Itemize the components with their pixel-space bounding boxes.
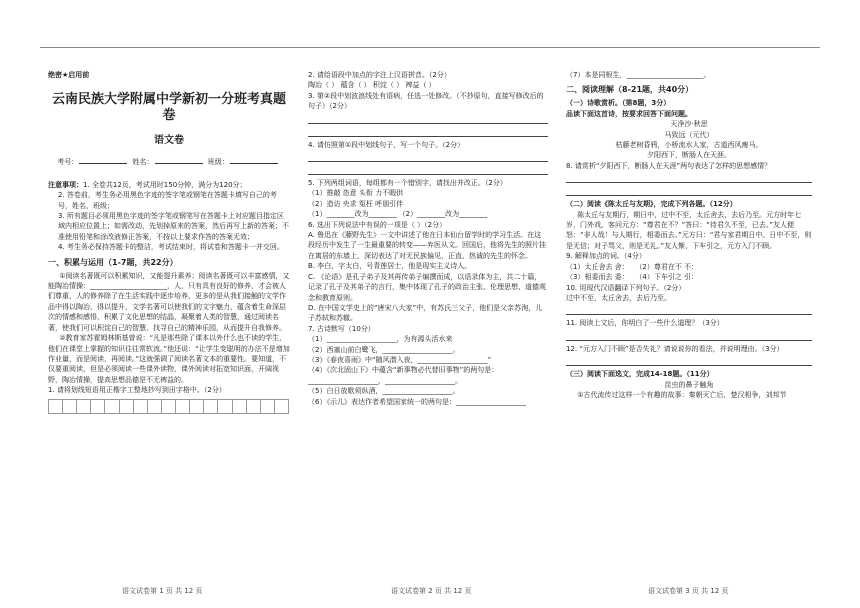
option-d: D. 在中国文学史上的“唐宋八大家”中，有苏氏三父子，他们是父亲苏洵，儿子苏轼和苏辙。 <box>308 303 543 323</box>
class-label: 班级： <box>207 158 229 167</box>
confidential-label: 绝密★启用前 <box>48 71 90 79</box>
question-1: 1. 请将划线短语用正楷字工整地抄写到田字格中。（2分） <box>48 386 226 395</box>
word-group-1: （1）推敲 恣意 头衔 力不暇供 <box>308 189 404 198</box>
note-item: 3. 所有题目必须用黑色字迹的签字笔或钢笔写在答题卡上对应题目指定区域内相应位置上；如需改动，先划掉原来的答案，然后再写上新的答案；不准使用铅笔和涂改液修正答案，不按以上要求作答的答案无效； <box>58 212 289 241</box>
question-10: 10. 用现代汉语翻译下列句子。（2分） <box>566 283 686 292</box>
answer-line[interactable] <box>308 127 548 137</box>
question-9: 9. 解释加点的词。（4分） <box>566 252 646 261</box>
exam-no-label: 考号： <box>57 158 79 167</box>
exam-title: 云南民族大学附属中学新初一分班考真题卷 <box>51 92 286 124</box>
notes-section <box>48 180 290 190</box>
name-field[interactable] <box>155 156 203 164</box>
passage-paragraph: ②教育家苏霍姆林斯基曾说：“凡是那些除了课本以外什么也不读的学生，他们在课堂上掌握的知识往往常软流。”他还说：“让学生变聪明的办法不是增加作业量，而是阅读，再阅读。”这就强调了阅读名著文本的重要性。要知道，不仅要重阅读，但是必须阅读一些课外读物，课外阅读对拓宽知识面，开阔视野，陶冶情操，提高思想品德是不无裨益的。 <box>48 334 290 384</box>
answer-line[interactable] <box>308 152 548 162</box>
page-column-1 <box>48 70 290 570</box>
translate-sentence: 过中不至，太丘舍去，去后乃至。 <box>566 293 671 302</box>
top-rule <box>40 47 820 48</box>
page-column-2 <box>308 70 548 570</box>
question-4: 4. 请仿照第①段中划线句子，写一个句子。（2分） <box>308 140 465 149</box>
question-12: 12. “元方入门不顾”是否失礼？请说说你的看法，并说明理由。（3分） <box>566 344 784 353</box>
poem-line: 夕阳西下，断肠人在天涯。 <box>647 151 731 160</box>
poem-author: 马致远（元代） <box>664 130 714 139</box>
passage-paragraph: 陈太丘与友期行，期日中，过中不至，太丘舍去，去后乃至。元方时年七岁，门外戏。客问元方：“尊君在不？”答曰：“待君久不至，已去。”友人便怒：“非人哉！与人期行，相委而去。”元方曰：“君与家君期日中。日中不至，则是无信；对子骂父，则是无礼。”友人惭，下车引之，元方入门不顾。 <box>566 210 812 250</box>
exam-subtitle: 语文卷 <box>154 135 184 147</box>
page-footer: 语文试卷第 2 页 共 12 页 <box>391 587 472 595</box>
answer-line[interactable] <box>566 173 812 183</box>
section-heading: 一、积累与运用（1-7题，共22分） <box>48 257 178 267</box>
question-5: 5. 下列两组词语，每组都有一个错别字，请找出并改正。（2分） <box>308 179 507 188</box>
option-c: C. 《论语》是孔子弟子及其再传弟子编撰而成，以语录体为主，共二十篇，记录了孔子及其弟子的言行，集中体现了孔子的政治主张、伦理思想、道德观念和教育原则。 <box>308 272 546 302</box>
part-instruction: 品读下面这首诗，按要求回答下面问题。 <box>566 109 692 118</box>
answer-line[interactable] <box>308 114 548 124</box>
question-7: 7. 古诗默写（10分） <box>308 324 375 333</box>
poem-line: 枯藤老树昏鸦，小桥流水人家，古道西风瘦马。 <box>615 141 763 150</box>
question-3: 3. 第②段中划波浪线处有语病，任选一处修改。（不抄原句，直接写修改后的句子）（2分） <box>308 91 544 111</box>
question-6: 6. 选出下列说法中有误的一项是（ ）（2分） <box>308 220 447 229</box>
student-info <box>48 156 290 167</box>
option-a: A. 鲁迅在《藤野先生》一文中讲述了他在日本仙台留学时的学习生活。在这段经历中发生了一生最重要的转变——弃医从文。回国后，他将先生的照片挂在寓居的东墙上，深切表达了对无民族偏见，正直、热诚的先生的怀念。 <box>308 231 546 260</box>
poem-blank: （5）白日放歌须纵酒，____________________。 <box>308 387 460 396</box>
answer-line[interactable] <box>566 331 812 341</box>
writing-grid[interactable] <box>48 399 289 414</box>
name-label: 姓名： <box>132 158 154 167</box>
class-field[interactable] <box>230 156 278 164</box>
pinyin-row: 陶冶（ ） 蕴含（ ） 积淀（ ） 裨益（ ） <box>308 81 436 90</box>
question-2: 2. 请给语段中加点的字注上汉语拼音。（2分） <box>308 71 451 79</box>
part-heading: （二）阅读《陈太丘与友期》，完成下列各题。（12分） <box>566 200 737 209</box>
passage-paragraph: ①阅读名著既可以积累知识，又能提升素养；阅读名著既可以丰富感情，又能陶冶情操：______________________，人，只有具有良好的修养，才会被人们尊重，人的修养除了在生活实践中逐步培养，更多的是从我们接触的文学作品中得以陶冶，得以提升，文学名著可以使我们的文字魅力，蕴含着生命深层次的情感和感悟，积累了文化思想的结晶，凝聚着人类的智慧，通过阅读名著，使我们可以积淀自己的智慧，找寻自己的精神乐园，从而提升自我修养。 <box>48 271 290 332</box>
note-item: 4. 考生务必保持答题卡的整洁，考试结束时，将试卷和答题卡一并交回。 <box>58 243 284 252</box>
section-heading: 二、阅读理解（8-21题，共40分） <box>566 85 694 95</box>
correction-row: （1）________改为________ （2）________改为________ <box>308 210 488 219</box>
part-heading: （一）诗歌赏析。（第8题，3分） <box>566 99 671 108</box>
poem-blank: （7）本是同根生，______________________。 <box>566 71 711 79</box>
answer-line[interactable] <box>566 305 812 315</box>
question-8: 8. 请赏析“夕阳西下，断肠人在天涯”两句表达了怎样的思想感情？ <box>566 161 772 170</box>
answer-line[interactable] <box>566 356 812 366</box>
page-column-3 <box>566 70 812 570</box>
answer-line[interactable] <box>566 186 812 196</box>
option-b: B. 李白，字太白，号青莲居士，他是现实主义诗人。 <box>308 262 472 271</box>
poem-blank: （3）《春夜喜雨》中“随风潜入夜，____________________” <box>308 355 492 364</box>
poem-blank: （1）____________________，为有源头活水来 <box>308 335 453 344</box>
poem-title: 天净沙·秋思 <box>670 120 708 129</box>
passage-title: 昆虫的鼻子触角 <box>664 380 714 389</box>
exam-no-field[interactable] <box>79 156 127 164</box>
part-heading: （三）阅读下面选文，完成14-18题。（11分） <box>566 370 714 379</box>
poem-blank: （6）《示儿》表达作者希望国家统一的两句是：____________________ <box>308 397 526 406</box>
question-11: 11. 阅读上文后，你明白了一些什么道理？（3分） <box>566 319 724 328</box>
answer-line[interactable] <box>308 165 548 175</box>
word-group-2: （2）造访 央求 冤枉 呼朋引伴 <box>308 199 404 208</box>
passage-paragraph: ①古代流传过这样一个有趣的故事：秦朝灭亡后，楚汉相争，刘邦节 <box>577 390 787 399</box>
word-item: （3）相委而去 委： （4）下车引之 引： <box>566 273 699 282</box>
poem-blank: （4）《次北固山下》中蕴含“新事物必代替旧事物”的两句是：____________________，____________________。 <box>308 366 499 385</box>
page-footer: 语文试卷第 1 页 共 12 页 <box>122 587 203 595</box>
page-footer: 语文试卷第 3 页 共 12 页 <box>648 587 729 595</box>
note-item: 2. 答卷前，考生务必用黑色字迹的签字笔或钢笔在答题卡填写自己的考号，姓名，班级； <box>58 191 277 210</box>
notes-heading: 注意事项： <box>48 180 83 189</box>
poem-blank: （2）西塞山前白鹭飞，____________________。 <box>308 345 460 354</box>
word-item: （1）太丘舍去 舍： （2）尊君在不 不： <box>566 262 699 271</box>
note-item: 1. 全卷共12页，考试用时150分钟，满分为120分； <box>83 180 247 189</box>
